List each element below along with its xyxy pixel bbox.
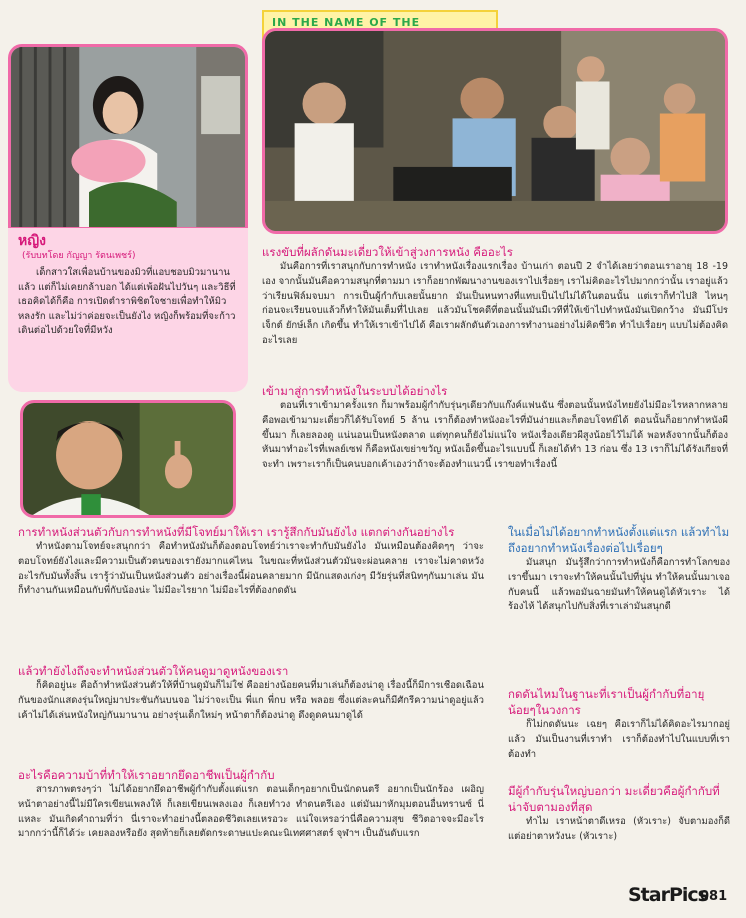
qa-section-4 — [18, 663, 484, 723]
answer-body: ตอนที่เราเข้ามาครั้งแรก ก็มาพร้อมผู้กำกับรุ่นๆเดียวกับแก๊งค์แฟนฉัน ซึ่งตอนนั้นหนังไทยยังไม่มีอะไรหลากหลาย คือพอเข้ามามะเดี่ยวก็ได้รับโจทย์ 5 ล้าน เราก็ต้องทำหนังอะไรที่มันง่ายและก็ตอบโจทย์ได้ ตอนนั้นก็อยากทำหนังผีขึ้นมา ก็เลยลองดู แน่นอนเป็นหนังตลาด แต่ทุกคนก็ยังไม่แน่ใจ หนังเรื่องเดียวผีสูงน้อยไว้ไม่ได้ พอหลังจากนั้นก็ต้องหันมาทำอะไรที่เพลย์เซฟ ก็คือหนังเขย่าขวัญ หนังเอ็ดขึ้นอะไรแบบนี้ ก็เลยได้ทำ 13 ก่อน ซึ่ง 13 เราก็ไม่ได้รังเกียจที่จะทำ เพราะเราก็เป็นคนบอกเค้าเองว่าถ้าจะต้องทำแนวนี้ เราขอทำเรื่องนี้ — [262, 400, 728, 471]
header-english: IN THE NAME OF THE — [272, 16, 421, 29]
qa-section-8 — [508, 783, 730, 845]
question-heading: การทำหนังส่วนตัวกับการทำหนังที่มีโจทย์มาให้เรา เรารู้สึกกับมันยังไง แตกต่างกันอย่างไร — [18, 525, 455, 539]
answer-body: มันสนุก มันรู้สึกว่าการทำหนังก็คือการทำโลกของเราขึ้นมา เราจะทำให้คนนั้นไปที่นู่น ทำให้คนนั้นมาเจอกับคนนี้ แล้วพอมันฉายมันทำให้คนดูได้หัวเราะ ได้ร้องไห้ ได้สนุกไปกับสิ่งที่เราเล่ามันสนุกดี — [508, 557, 730, 613]
photo-film-crew — [262, 28, 728, 234]
answer-body: ก็คิดอยู่นะ คือถ้าทำหนังส่วนตัวให้ที่บ้านดูมันก็ไม่ใช่ คืออย่างน้อยคนที่มาเล่นก็ต้องน่าดู เรื่องนี้ก็มีการเชือดเฉือนกันของนักแสดงรุ่นใหญ่มาประชันกันบนจอ ไม่ว่าจะเป็น พี่แก พี่กบ หรือ พลอย ซึ่งแต่ละคนก็มีศักรีความน่าดูอยู่แล้ว เค้าไม่ได้เล่นหนังใหญ่กันมานาน อย่างรุ่นเด็กใหม่ๆ หน้าตาก็ต้องน่าดู ดึงดูดคนมาดูได้ — [18, 680, 484, 721]
qa-section-6 — [508, 524, 730, 615]
question-heading: กดดันไหมในฐานะที่เราเป็นผู้กำกับที่อายุน้อยๆในวงการ — [508, 687, 705, 717]
question-heading: ในเมื่อไม่ได้อยากทำหนังตั้งแต่แรก แล้วทำไมถึงอยากทำหนังเรื่องต่อไปเรื่อยๆ — [508, 525, 730, 555]
photo-girl-window — [8, 44, 248, 230]
magazine-logo: StarPics — [628, 884, 708, 906]
answer-body: มันคือการที่เราสนุกกับการทำหนัง เราทำหนังเรื่องแรกเรื่อง บ้านเก่า ตอนปี 2 จำได้เลยว่าตอนเราอายุ 18 -19 เอง จากนั้นมันคือความสนุกที่ตามมา เราก็อยากพัฒนางานของเราไปเรื่อยๆ เราไม่คิดอะไรไปมากกว่านั้น เราอยู่แล้วว่าเรียนฟิล์มจบมา การเป็นผู้กำกับเลยนั้นยาก มันเป็นหนทางที่แทบเป็นไปไม่ได้ในตอนนั้น แต่เราก็ทำไปสิ ไหนๆ ก่อนจะเรียนจบแล้วก็ทำให้มันเต็มที่ไปเลย แล้วมันโชคดีที่ตอนนั้นมันมีเวทีที่ให้เข้าไปทำหนังมันเปิดกว้าง มันมีโปรเจ็กต์ ยักษ์เล็ก เกิดขึ้น ทำให้เราเข้าไปได้ คือเราผลักดันตัวเองการทำงานอย่างไม่คิดชีวิต ทำไปเรื่อยๆ แบบไม่ต้องคิดอะไรเลย — [262, 261, 728, 346]
character-name: หญิง — [18, 233, 46, 249]
question-heading: เข้ามาสู่การทำหนังในระบบได้อย่างไร — [262, 384, 448, 398]
answer-body: ทำหนังตามโจทย์จะสนุกกว่า คือทำหนังมันก็ต้องตอบโจทย์ว่าเราจะทำกับมันยังไง มันเหมือนต้องคิดๆๆ ว่าจะตอบโจทย์ยังไงและมีความเป็นตัวตนของเรายังมากแค่ไหน ในขณะที่หนังส่วนตัวมันจะผ่อนคลาย เราจะไม่คาดหวังอะไรกับมันทั้งสิ้น เรารู้ว่ามันเป็นหนังส่วนตัว อย่างเรื่องนี้ผ่อนคลายมาก มีนักแสดงเก่งๆ มีวัยรุ่นที่สนิทๆกันมาเล่น มันก็ทำงานกันเหมือนกับพี่กับน้องน่ะ ไม่มีอะไรยาก ไม่มีอะไรที่ต้องกดดัน — [18, 541, 484, 597]
answer-body: ก็ไม่กดดันนะ เฉยๆ คือเราก็ไม่ได้คิดอะไรมากอยู่แล้ว มันเป็นงานที่เราทำ เราก็ต้องทำไปในแบบที่เราต้องทำ — [508, 719, 730, 760]
character-sidebar — [8, 228, 248, 392]
page-number: 081 — [700, 889, 728, 904]
character-description: เด็กสาวใสเพื่อนบ้านของมิวที่แอบชอบมิวมานานแล้ว แต่ก็ไม่เคยกล้าบอก ได้แต่เพ้อฝันไปวันๆ และวิธีที่เธอคิดได้ก็คือ การเปิดตำราพิชิตใจชายเพื่อทำให้มิวหลงรัก และไม่ว่าค่อยจะเป็นยังไง หญิงก็พร้อมที่จะก้าวเดินต่อไปด้วยใจที่มีหวัง — [18, 267, 236, 336]
qa-section-2 — [262, 383, 728, 473]
qa-section-5 — [18, 767, 484, 842]
qa-section-3 — [18, 524, 484, 599]
qa-section-7 — [508, 686, 730, 762]
photo-director-portrait — [20, 400, 236, 518]
question-heading: แล้วทำยังไงถึงจะทำหนังส่วนตัวให้คนดูมาดูหนังของเรา — [18, 664, 289, 678]
question-heading: อะไรคือความบ้าที่ทำให้เราอยากยึดอาชีพเป็นผู้กำกับ — [18, 768, 275, 782]
character-cast-credit: (รับบทโดย กัญญา รัตนเพชร์) — [22, 251, 136, 261]
answer-body: ทำไม เราหน้าตาดีเหรอ (หัวเราะ) จับตามองก็ดี แต่อย่าตาหวังนะ (หัวเราะ) — [508, 816, 730, 842]
qa-section-1 — [262, 244, 728, 349]
question-heading: แรงขับที่ผลักดันมะเดี่ยวให้เข้าสู่วงการหนัง คืออะไร — [262, 245, 513, 259]
answer-body: สารภาพตรงๆว่า ไม่ได้อยากยึดอาชีพผู้กำกับตั้งแต่แรก ตอนเด็กๆอยากเป็นนักดนตรี อยากเป็นนักร้อง เผอิญหน้าตาอย่างนี้ไม่มีใครเขียนเพลงให้ ก็เลยเขียนเพลงเอง ก็เลยทำวง ทำดนตรีเอง แต่มันมาหักมุมตอนอื่นทรานซ์ นี่แหละ มันเกิดคำถามที่ว่า นี่เราจะทำอย่างนี้ตลอดชีวิตเลยเหรอวะ แน่ใจเหรอว่านี่คือความสุข ชีวิตอาจจะมีอะไรมากกว่านี้ก็ได้ว่ะ เคยลองหรือยัง สุดท้ายก็เลยตัดกระดาษแปะคณะนิเทศศาสตร์ จุฬาฯ เป็นอันดับแรก — [18, 784, 484, 840]
question-heading: มีผู้กำกับรุ่นใหญ่บอกว่า มะเดี่ยวคือผู้กำกับที่น่าจับตามองที่สุด — [508, 784, 720, 814]
